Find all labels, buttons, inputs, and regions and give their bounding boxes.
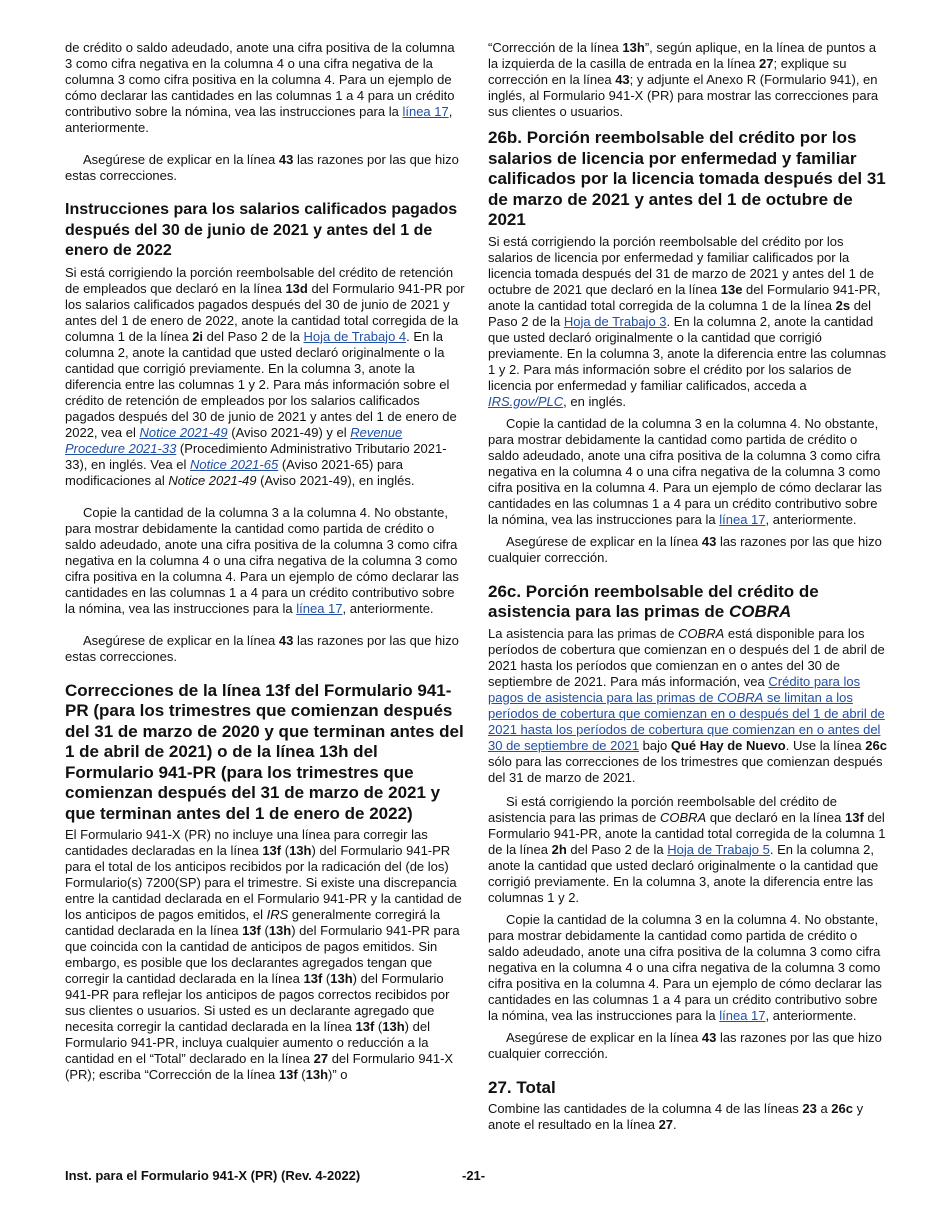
link-hoja-de-trabajo-4[interactable]: Hoja de Trabajo 4	[303, 328, 407, 344]
page-number: -21-	[462, 1168, 486, 1183]
paragraph: Si está corrigiendo la porción reembolsable del crédito de retención de empleados que declaró en la línea 13d del Formulario 941-PR por los salarios calificados pagados después del 30 de junio de 2021 y antes del 1 de enero de 2022, anote la cantidad total corregida de la columna 1 de la línea 2i del Paso 2 de la Hoja de Trabajo 4. En la columna 2, anote la cantidad que usted declaró originalmente o la cantidad que corrigió previamente. En la columna 3, anote la diferencia entre las columnas 1 y 2. Para más información sobre el crédito de retención de empleados por los salarios calificados pagados después del 30 de junio de 2021 y antes del 1 de enero de 2022, vea el Notice 2021-49 (Aviso 2021-49) y el Revenue Procedure 2021-33 (Procedimiento Administrativo Tributario 2021-33), en inglés. Vea el Notice 2021-65 (Aviso 2021-65) para modificaciones al Notice 2021-49 (Aviso 2021-49), en inglés.	[65, 264, 465, 488]
paragraph: Si está corrigiendo la porción reembolsable del crédito de asistencia para las primas de COBRA que declaró en la línea 13f del Formulario 941-PR, anote la cantidad total corregida de la columna 1 de la línea 2h del Paso 2 de la Hoja de Trabajo 5. En la columna 2, anote la cantidad que usted declaró originalmente o la cantidad que corrigió previamente. En la columna 3, anote la diferencia entre las columnas 1 y 2.	[488, 793, 886, 905]
link-linea-17[interactable]: línea 17	[402, 104, 449, 119]
paragraph: Copie la cantidad de la columna 3 en la columna 4. No obstante, para mostrar debidamente la cantidad como partida de crédito o saldo adeudado, anote una cifra positiva de la columna 3 como cifra negativa en la columna 4 o una cifra negativa de la columna 3 como cifra positiva en la columna 4. Para un ejemplo de cómo declarar las cantidades en las columnas 1 a 4 para un crédito contributivo sobre la nómina, vea las instrucciones para la línea 17, anteriormente.	[488, 415, 882, 527]
left-column	[65, 40, 465, 1083]
link-linea-17[interactable]: línea 17	[296, 600, 343, 616]
link-cobra-credit-info[interactable]: Crédito para los pagos de asistencia para las primas de COBRA se limitan a los períodos de cobertura que comienzan en o después del 1 de abril de 2021 hasta los períodos de cobertura que comienzan en o antes del 30 de septiembre de 2021	[488, 673, 885, 753]
paragraph: Asegúrese de explicar en la línea 43 las razones por las que hizo cualquier corrección.	[488, 533, 882, 565]
link-linea-17[interactable]: línea 17	[719, 1007, 766, 1023]
section-heading: Instrucciones para los salarios calificados pagados después del 30 de junio de 2021 y antes del 1 de enero de 2022	[65, 201, 458, 259]
paragraph: “Corrección de la línea 13h”, según aplique, en la línea de puntos a la izquierda de la casilla de entrada en la línea 27; explique su corrección en la línea 43; y adjunte el Anexo R (Formulario 941), en inglés, al Formulario 941-X (PR) para mostrar las correcciones para sus clientes o usuarios.	[488, 40, 879, 119]
link-hoja-de-trabajo-5[interactable]: Hoja de Trabajo 5	[667, 841, 770, 857]
link-linea-17[interactable]: línea 17	[719, 511, 766, 527]
link-notice-2021-49[interactable]: Notice 2021-49	[139, 424, 228, 440]
section-heading: 27. Total	[488, 1077, 556, 1097]
footer-form-title: Inst. para el Formulario 941-X (PR) (Rev. 4-2022)	[65, 1168, 361, 1183]
paragraph: Combine las cantidades de la columna 4 de las líneas 23 a 26c y anote el resultado en la línea 27.	[488, 1101, 864, 1132]
paragraph: de crédito o saldo adeudado, anote una cifra positiva de la columna 3 como cifra negativa en la columna 4 o una cifra negativa de la columna 3 como cifra positiva en la columna 4. Para un ejemplo de cómo declarar las cantidades en las columnas 1 a 4 para un crédito contributivo sobre la nómina, vea las instrucciones para la línea 17, anteriormente.	[65, 40, 455, 135]
paragraph: Asegúrese de explicar en la línea 43 las razones por las que hizo estas correcciones.	[65, 632, 459, 664]
section-heading: 26b. Porción reembolsable del crédito por los salarios de licencia por enfermedad y familiar calificados por la licencia tomada después del 31 de marzo de 2021 y antes del 1 de octubre de 2021	[488, 128, 886, 229]
paragraph: La asistencia para las primas de COBRA está disponible para los períodos de cobertura que comienzan en o después del 1 de abril de 2021 hasta los períodos que comienzan en o antes del 30 de septiembre de 2021. Para más información, vea Crédito para los pagos de asistencia para las primas de COBRA se limitan a los períodos de cobertura que comienzan en o después del 1 de abril de 2021 hasta los períodos de cobertura que comienzan en o antes del 30 de septiembre de 2021 bajo Qué Hay de Nuevo. Use la línea 26c sólo para las correcciones de los trimestres que comienzan después del 31 de marzo de 2021.	[488, 625, 887, 785]
link-revenue-procedure-2021-33[interactable]: Revenue Procedure 2021-33	[65, 424, 403, 456]
paragraph: Asegúrese de explicar en la línea 43 las razones por las que hizo cualquier corrección.	[488, 1029, 882, 1061]
link-hoja-de-trabajo-3[interactable]: Hoja de Trabajo 3	[563, 313, 667, 329]
paragraph: Copie la cantidad de la columna 3 en la columna 4. No obstante, para mostrar debidamente la cantidad como partida de crédito o saldo adeudado, anote una cifra positiva de la columna 3 como cifra negativa en la columna 4 o una cifra negativa de la columna 3 como cifra positiva en la columna 4. Para un ejemplo de cómo declarar las cantidades en las columnas 1 a 4 para un crédito contributivo sobre la nómina, vea las instrucciones para la línea 17, anteriormente.	[488, 911, 882, 1023]
link-notice-2021-65[interactable]: Notice 2021-65	[190, 456, 279, 472]
paragraph: Asegúrese de explicar en la línea 43 las razones por las que hizo estas correcciones.	[65, 152, 459, 183]
paragraph: Copie la cantidad de la columna 3 a la columna 4. No obstante, para mostrar debidamente la cantidad como partida de crédito o saldo adeudado, anote una cifra positiva de la columna 3 como cifra negativa en la columna 4 o una cifra negativa de la columna 3 como cifra positiva en la columna 4. Para un ejemplo de cómo declarar las cantidades en las columnas 1 a 4 para un crédito contributivo sobre la nómina, vea las instrucciones para la línea 17, anteriormente.	[65, 504, 459, 616]
section-heading: 26c. Porción reembolsable del crédito de asistencia para las primas de COBRA	[488, 581, 819, 621]
section-heading: Correcciones de la línea 13f del Formulario 941-PR (para los trimestres que comienzan después del 31 de marzo de 2020 y que terminan antes del 1 de abril de 2021) o de la línea 13h del Formulario 941-PR (para los trimestres que comienzan después del 31 de marzo de 2021 y que terminan antes del 1 de enero de 2022)	[65, 680, 464, 823]
paragraph: El Formulario 941-X (PR) no incluye una línea para corregir las cantidades declaradas en la línea 13f (13h) del Formulario 941-PR para el total de los anticipos recibidos por la radicación del (de los) Formulario(s) 7200(SP) para el trimestre. Si existe una discrepancia entre la cantidad declarada en el Formulario 941-PR y la cantidad de los anticipos de pagos emitidos, el IRS generalmente corregirá la cantidad declarada en la línea 13f (13h) del Formulario 941-PR para que coincida con la cantidad de anticipos de pagos emitidos. Sin embargo, es posible que los declarantes agregados tengan que corregir la cantidad declarada en la línea 13f (13h) del Formulario 941-PR para reflejar los anticipos de pagos correctos recibidos por sus clientes o usuarios. Si usted es un declarante agregado que necesita corregir la cantidad declarada en la línea 13f (13h) del Formulario 941-PR, incluya cualquier aumento o reducción a la cantidad en el “Total” declarado en la línea 27 del Formulario 941-X (PR); escriba “Corrección de la línea 13f (13h)” o	[65, 827, 462, 1082]
link-irs-gov-plc[interactable]: IRS.gov/PLC	[488, 393, 564, 409]
paragraph: Si está corrigiendo la porción reembolsable del crédito por los salarios de licencia por enfermedad y familiar calificados por la licencia tomada después del 31 de marzo de 2021 y antes del 1 de octubre de 2021 que declaró en la línea 13e del Formulario 941-PR, anote la cantidad total corregida de la columna 1 de la línea 2s del Paso 2 de la Hoja de Trabajo 3. En la columna 2, anote la cantidad que usted declaró originalmente o la cantidad que corrigió previamente. En la columna 3, anote la diferencia entre las columnas 1 y 2. Para más información sobre el crédito por los salarios de licencia por enfermedad y familiar calificados, acceda a IRS.gov/PLC, en inglés.	[488, 233, 887, 409]
right-column	[488, 40, 888, 1133]
